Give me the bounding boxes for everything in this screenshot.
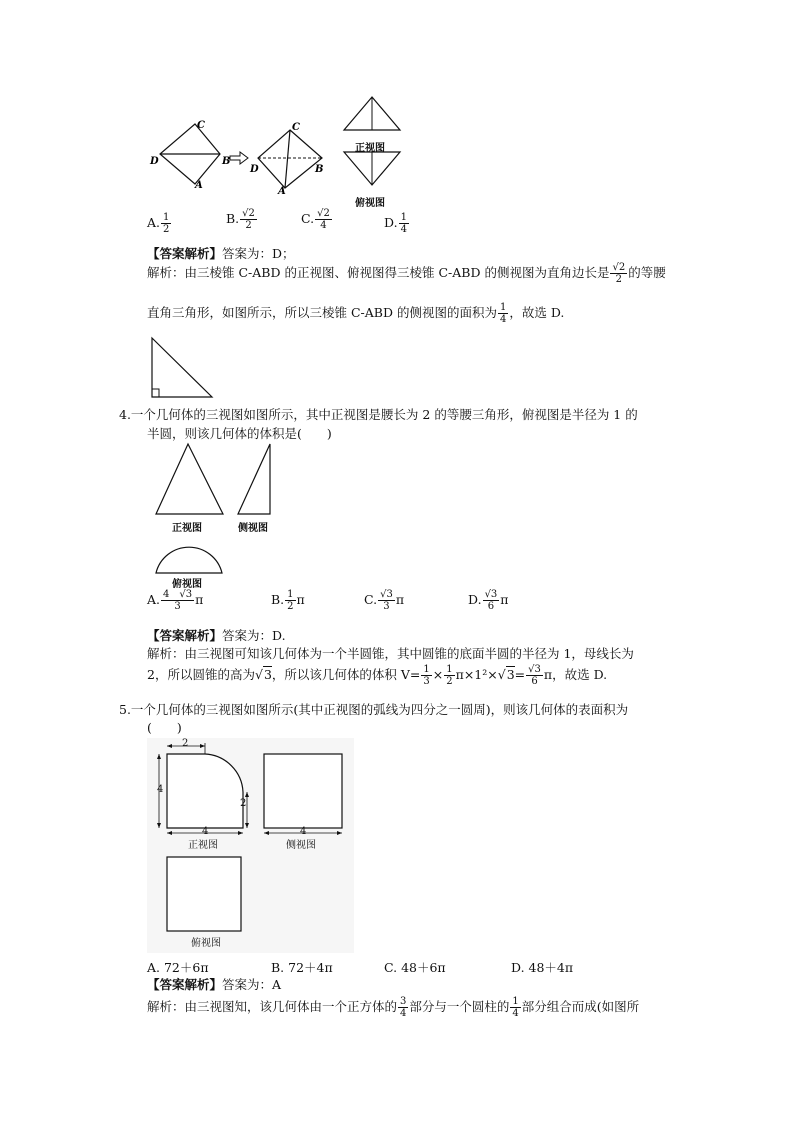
q4-answer: 【答案解析】答案为：D. — [147, 628, 286, 643]
q5-figure — [147, 738, 354, 953]
q5-front-caption: 正视图 — [188, 840, 218, 851]
q4-stem-line1: 4.一个几何体的三视图如图所示，其中正视图是腰长为 2 的等腰三角形，俯视图是半径为 1 的 — [119, 407, 638, 422]
q5-dim-left: 4 — [157, 784, 164, 795]
q3-label-a: A — [195, 180, 203, 191]
q3-option-b: B. $\frac{√2}{2}$ — [226, 208, 255, 231]
svg-text:C: C — [292, 122, 300, 133]
q4-stem-line2: 半圆，则该几何体的体积是( ) — [147, 426, 332, 441]
q3-label-c: C — [197, 120, 205, 131]
q3-option-d: D. $\frac{1}{4}$ — [384, 212, 407, 235]
svg-text:A: A — [278, 186, 286, 197]
q3-top-caption: 俯视图 — [355, 198, 385, 209]
q3-option-a: A. $\frac{1}{2}$ — [147, 212, 170, 235]
q4-option-b: B. $\frac{1}{2}$ π — [271, 589, 305, 612]
q5-analysis: 解析：由三视图知，该几何体由一个正方体的 $\frac{3}{4}$ 部分与一个圆柱的 $\frac{1}{4}$ 部分组合而成(如图所 — [147, 996, 640, 1019]
q4-analysis-line1: 解析：由三视图可知该几何体为一个半圆锥，其中圆锥的底面半圆的半径为 1，母线长为 — [147, 646, 634, 661]
q4-side-caption: 侧视图 — [238, 523, 268, 534]
q4-figure — [150, 440, 280, 575]
q4-option-a: A. $\frac{4 √3}{3}$ π — [147, 589, 204, 612]
q5-option-d: D. 48＋4π — [511, 960, 574, 975]
q5-answer: 【答案解析】答案为：A — [147, 977, 282, 992]
q3-front-caption: 正视图 — [355, 143, 385, 154]
q5-option-a: A. 72＋6π — [147, 960, 209, 975]
q3-side-view-figure — [148, 335, 218, 400]
q5-dim-top: 2 — [182, 738, 189, 749]
q3-label-d: D — [150, 156, 159, 167]
q4-option-d: D. $\frac{√3}{6}$ π — [468, 589, 509, 612]
q5-side-dim: 4 — [300, 826, 307, 837]
q3-analysis-line2: 直角三角形，如图所示，所以三棱锥 C-ABD 的侧视图的面积为 $\frac{1}{4}$ ，故选 D. — [147, 302, 565, 325]
q5-top-caption: 俯视图 — [191, 938, 221, 949]
q5-option-c: C. 48＋6π — [384, 960, 446, 975]
q3-label-b: B — [222, 156, 231, 167]
q4-top-caption: 俯视图 — [172, 579, 202, 590]
q5-option-b: B. 72＋4π — [271, 960, 333, 975]
q3-answer: 【答案解析】答案为：D； — [147, 246, 295, 261]
q4-analysis-line2: 2，所以圆锥的高为√3，所以该几何体的体积 V= $\frac{1}{3}$ × $\frac{1}{2}$ π×1²×√3= $\frac{√3}{6}$ π，故选 D. — [147, 664, 608, 687]
q5-dim-bottom: 4 — [202, 826, 209, 837]
q4-front-caption: 正视图 — [172, 523, 202, 534]
q5-stem-line2: ( ) — [147, 720, 182, 735]
svg-text:D: D — [250, 164, 259, 175]
q3-analysis-line1: 解析：由三棱锥 C-ABD 的正视图、俯视图得三棱锥 C-ABD 的侧视图为直角边长是 $\frac{√2}{2}$ 的等腰 — [147, 262, 666, 285]
q5-dim-right: 2 — [240, 798, 247, 809]
q5-side-caption: 侧视图 — [286, 840, 316, 851]
q4-option-c: C. $\frac{√3}{3}$ π — [364, 589, 405, 612]
q5-stem-line1: 5.一个几何体的三视图如图所示(其中正视图的弧线为四分之一圆周)，则该几何体的表面积为 — [119, 702, 629, 717]
q3-option-c: C. $\frac{√2}{4}$ — [301, 208, 330, 231]
svg-text:B: B — [315, 164, 324, 175]
